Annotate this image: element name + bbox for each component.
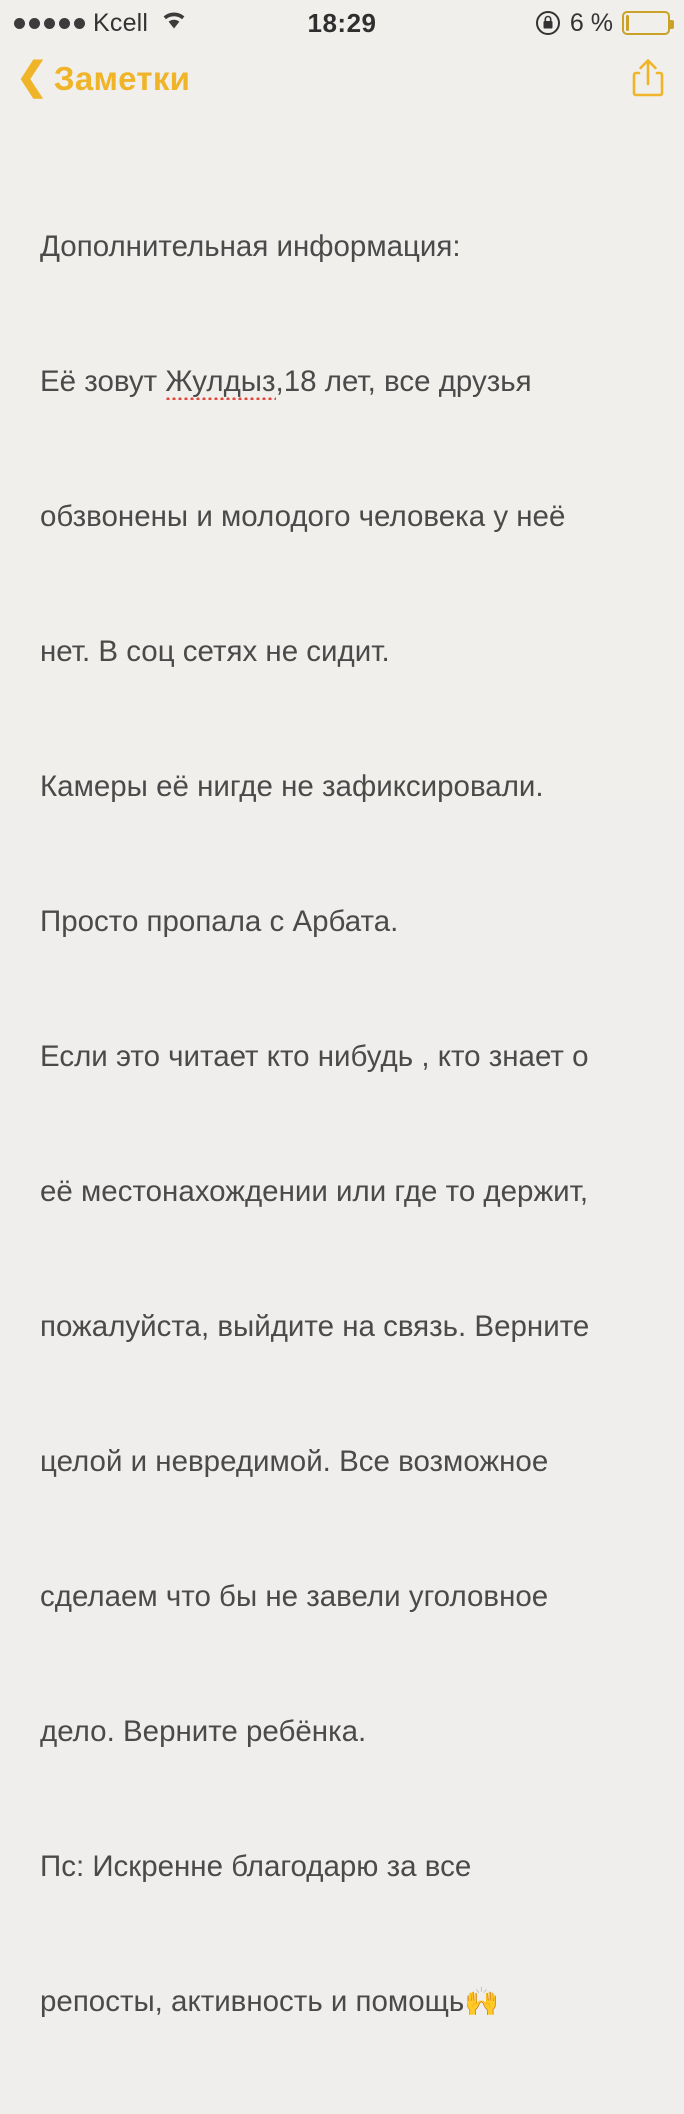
note-line: Если это читает кто нибудь , кто знает о bbox=[40, 1040, 589, 1073]
note-text-area[interactable] bbox=[0, 112, 684, 2114]
navigation-bar bbox=[0, 46, 684, 112]
carrier-label: Kcell bbox=[93, 8, 149, 37]
note-line: Камеры её нигде не зафиксировали. bbox=[40, 770, 544, 803]
note-line: Пс: Искренне благодарю за все bbox=[40, 1850, 472, 1883]
share-icon bbox=[631, 57, 665, 102]
share-button[interactable] bbox=[628, 57, 668, 101]
note-line: Просто пропала с Арбата. bbox=[40, 905, 399, 938]
note-line: обзвонены и молодого человека у неё bbox=[40, 500, 566, 533]
note-line: Её зовут Жулдыз,18 лет, все друзья bbox=[40, 365, 532, 398]
clock-label: 18:29 bbox=[307, 7, 377, 38]
battery-percent-label: 6 % bbox=[569, 8, 613, 37]
note-line: дело. Верните ребёнка. bbox=[40, 1715, 367, 1748]
raised-hands-emoji: 🙌 bbox=[464, 1986, 500, 2017]
misspelled-word: Жулдыз bbox=[165, 365, 276, 398]
status-bar bbox=[0, 0, 684, 46]
note-line: её местонахождении или где то держит, bbox=[40, 1175, 589, 1208]
note-line: нет. В соц сетях не сидит. bbox=[40, 635, 390, 668]
note-line: сделаем что бы не завели уголовное bbox=[40, 1580, 549, 1613]
note-line bbox=[40, 1979, 644, 2024]
battery-icon bbox=[622, 11, 670, 35]
note-line: целой и невредимой. Все возможное bbox=[40, 1445, 549, 1478]
chevron-left-icon: ❮ bbox=[16, 56, 48, 98]
note-line: Дополнительная информация: bbox=[40, 230, 461, 263]
back-button[interactable] bbox=[16, 56, 191, 98]
back-button-label: Заметки bbox=[53, 60, 191, 97]
note-line-text: репосты, активность и помощь bbox=[40, 1985, 465, 2018]
note-line: пожалуйста, выйдите на связь. Верните bbox=[40, 1310, 590, 1343]
